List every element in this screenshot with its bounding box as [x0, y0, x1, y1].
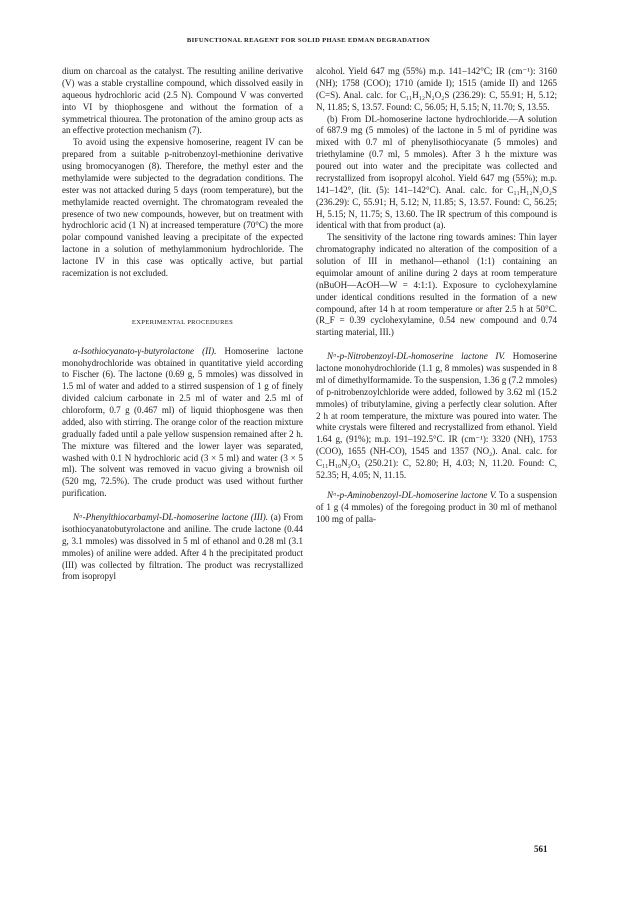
paragraph: (b) From DL-homoserine lactone hydrochloride.—A solution of 687.9 mg (5 mmoles) of the lactone in 5 ml of pyridine was mixed with 0.7 ml of phenylisothiocyanate (5 mmoles) and triethylamine (0.7 ml, 5 mmoles). After 3 h the mixture was poured out into water and the precipitate was collected and recrystallized from isopropyl alcohol. Yield 647 mg (55%); m.p. 141–142°, (lit. (5): 141–142°C). Anal. calc. for C₁₁H₁₂N₂O₂S (236.29): C, 55.91; H, 5.12; N, 11.85; S, 13.57. Found: C, 56.25; H, 5.15; N, 11.75; S, 13.60. The IR spectrum of this compound is identical with that from product (a). — [316, 113, 557, 231]
page-number: 561 — [534, 844, 548, 854]
paragraph-title: α-Isothiocyanato-γ-butyrolactone (II). — [73, 345, 217, 356]
left-column — [62, 66, 303, 583]
paragraph: To avoid using the expensive homoserine, reagent IV can be prepared from a suitable p-nitrobenzoyl-methionine derivative using bromocyanogen (8). Therefore, the methyl ester and the methylamide were subjected to the degradation conditions. The ester was not attacked during 5 days (room temperature), but the methylamide reacted overnight. The chromatogram revealed the presence of two new compounds, however, but on treatment with hydrochloric acid (1 N) at increased temperature (70°C) the more polar compound vanished leaving a precipitate of the expected lactone in a solution of methylammonium hydrochloride. The lactone IV in this case was optically active, but partial racemization is not excluded. — [62, 137, 303, 278]
paragraph: The sensitivity of the lactone ring towards amines: Thin layer chromatography indicated no alteration of the composition of a solution of III in methanol—ethanol (1:1) containing an equimolar amount of aniline during 2 days at room temperature (nBuOH—AcOH—W = 4:1:1). Exposure to cyclohexylamine under identical conditions resulted in the formation of a new compound, after 14 h at room temperature or after 2.5 h at 50°C. (R_F = 0.39 cyclohexylamine, 0.54 new compound and 0.74 starting material, III.) — [316, 232, 557, 338]
paragraph: dium on charcoal as the catalyst. The resulting aniline derivative (V) was a stable crystalline compound, which dissolved easily in aqueous hydrochloric acid (2.5 N). Compound V was converted into VI by thiophosgene and without the formation of a symmetrical thiourea. The protonation of the amino group acts as an effective protection mechanism (7). — [62, 66, 303, 136]
paragraph-body: (a) From isothiocyanatobutyrolactone and aniline. The crude lactone (0.44 g, 3.1 mmoles) was dissolved in 5 ml of ethanol and 0.28 ml (3.1 mmoles) of aniline were added. After 4 h the precipitated product (III) was collected by filtration. The product was recrystallized from isopropyl — [62, 512, 303, 582]
running-head: BIFUNCTIONAL REAGENT FOR SOLID PHASE EDMAN DEGRADATION — [186, 37, 431, 44]
paragraph: alcohol. Yield 647 mg (55%) m.p. 141–142°C; IR (cm⁻¹): 3160 (NH); 1758 (COO); 1710 (amide I); 1515 (amide II) and 1265 (C=S). Anal. calc. for C₁₁H₁₂N₂O₂S (236.29): C, 55.91; H, 5.12; N, 11.85; S, 13.57. Found: C, 56.05; H, 5.15; N, 11.70; S, 13.55. — [316, 66, 557, 112]
paragraph-title: Nᵅ-p-Aminobenzoyl-DL-homoserine lactone V. — [327, 489, 497, 500]
paragraph — [316, 351, 557, 482]
section-heading: EXPERIMENTAL PROCEDURES — [131, 318, 234, 326]
paragraph-body: Homoserine lactone monohydrochloride (1.1 g, 8 mmoles) was suspended in 8 ml of dimethylformamide. To the suspension, 1.36 g (7.2 mmoles) of p-nitrobenzoylchloride were added, followed by 3.62 ml (15.2 mmoles) of tributylamine, giving a perfectly clear solution. After 2 h at room temperature, the mixture was poured into water. The white crystals were filtered and recrystallized from ethanol. Yield 1.64 g, (91%); m.p. 191–192.5°C. IR (cm⁻¹): 3320 (NH), 1753 (COO), 1655 (NH-CO), 1545 and 1357 (NO₂). Anal. calc. for C₁₁H₁₀N₂O₅ (250.21): C, 52.80; H, 4.03; N, 11.20. Found: C, 52.35; H, 4.05; N, 11.15. — [316, 351, 558, 480]
paragraph-title: Nᵅ-p-Nitrobenzoyl-DL-homoserine lactone IV. — [327, 351, 506, 362]
paragraph-body: Homoserine lactone monohydrochloride was obtained in quantitative yield according to Fischer (6). The lactone (0.69 g, 5 mmoles) was dissolved in 1.5 ml of water and added to a stirred suspension of 1 g of finely divided calcium carbonate in 2.5 ml of water and 2.5 ml of chloroform, 0.7 g (0.467 ml) of liquid thiophosgene was then added, also with stirring. The orange color of the reaction mixture gradually faded until a pale yellow suspension remained after 2 h. The mixture was filtered and the lower layer was separated, washed with 0.1 N hydrochloric acid (3 × 5 ml) and water (3 × 5 ml). The solvent was removed in vacuo giving a brownish oil (520 mg, 72.5%). The crude product was used without further purification. — [62, 345, 303, 499]
paragraph-body: To a suspension of 1 g (4 mmoles) of the foregoing product in 30 ml of methanol 100 mg of palla- — [316, 489, 558, 524]
paragraph-title: Nᵅ-Phenylthiocarbamyl-DL-homoserine lactone (III). — [73, 512, 269, 522]
paragraph — [62, 346, 303, 500]
paragraph — [316, 490, 557, 526]
paragraph — [62, 512, 303, 583]
right-column — [316, 66, 557, 525]
